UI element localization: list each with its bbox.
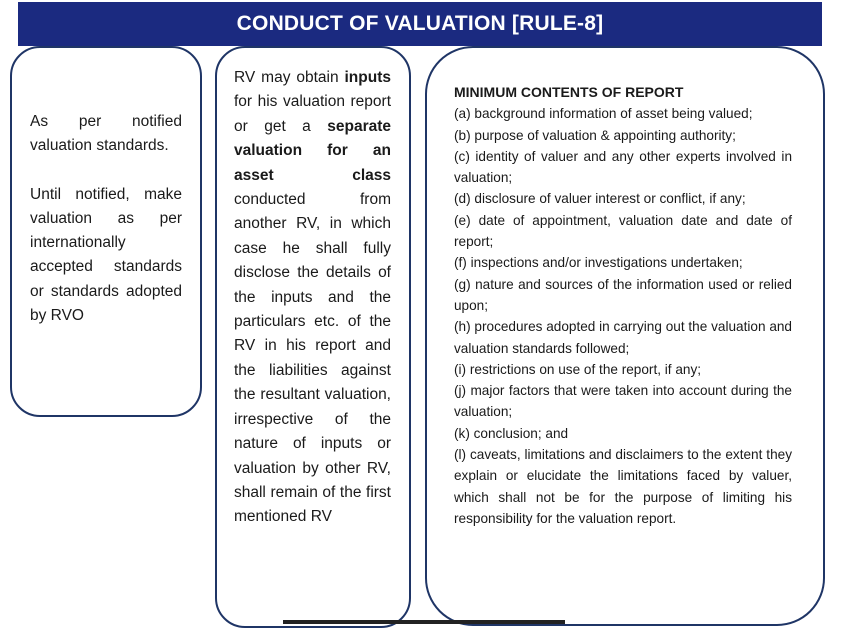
report-item: (c) identity of valuer and any other experts involved in valuation;	[454, 148, 792, 186]
bottom-edge-bar	[283, 620, 565, 624]
left-para-1: As per notified valuation standards.	[30, 113, 182, 155]
report-contents-heading: MINIMUM CONTENTS OF REPORT	[454, 84, 684, 100]
middle-text-3: conducted from another RV, in which case he shall fully disclose the details of the inputs and the particulars etc. of the RV in his report and the liabilities against the resultant valuation, irrespective of the nature of inputs or valuation by other RV, shall remain of the first mentioned RV	[234, 191, 391, 526]
report-item: (l) caveats, limitations and disclaimers to the extent they explain or elucidate the limitations faced by valuer, which shall not be for the purpose of limiting his responsibility for the valuation report.	[454, 447, 792, 526]
report-item: (j) major factors that were taken into account during the valuation;	[454, 383, 792, 420]
report-item: (a) background information of asset being valued;	[454, 106, 753, 122]
report-item: (h) procedures adopted in carrying out the valuation and valuation standards followed;	[454, 319, 792, 356]
middle-text-1: RV may obtain	[234, 69, 345, 86]
right-box-text	[454, 82, 792, 529]
middle-box-text	[234, 66, 391, 530]
report-item: (e) date of appointment, valuation date and date of report;	[454, 212, 792, 250]
middle-bold-separate-valuation: separate valuation for an asset class	[234, 117, 391, 184]
report-item: (b) purpose of valuation & appointing authority;	[454, 127, 736, 143]
slide-title-bar	[18, 2, 822, 46]
left-box-text	[30, 110, 182, 328]
middle-text-2: for his valuation report or get a	[234, 93, 391, 135]
report-item: (d) disclosure of valuer interest or conflict, if any;	[454, 191, 746, 207]
middle-paragraph	[234, 66, 391, 530]
report-item: (i) restrictions on use of the report, if any;	[454, 361, 702, 377]
slide-title: CONDUCT OF VALUATION [RULE-8]	[236, 12, 604, 35]
report-item: (f) inspections and/or investigations undertaken;	[454, 255, 743, 271]
middle-bold-inputs: inputs	[344, 69, 391, 86]
report-item: (k) conclusion; and	[454, 425, 569, 441]
left-para-2: Until notified, make valuation as per internationally accepted standards or standards adopted by RVO	[30, 185, 182, 325]
report-item: (g) nature and sources of the information used or relied upon;	[454, 276, 792, 313]
